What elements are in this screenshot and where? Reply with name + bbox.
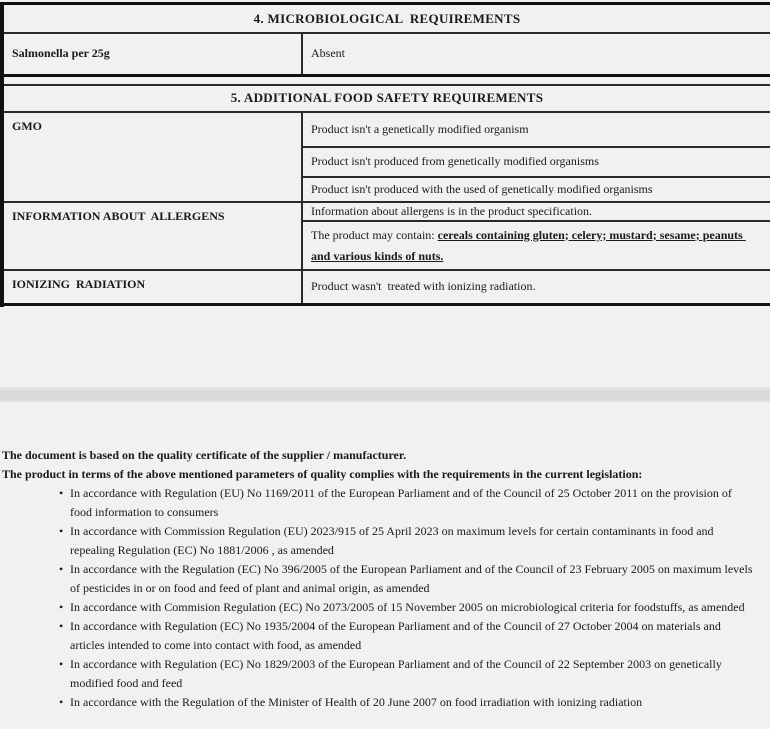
regulation-list (2, 484, 754, 712)
table-row (4, 34, 770, 75)
parameter-name-salmonella: Salmonella per 25g (4, 34, 302, 75)
footnote-line-2: The product in terms of the above mentioned parameters of quality complies with the requirements in the current legislation: (2, 467, 643, 481)
ionizing-statement: Product wasn't treated with ionizing radiation. (302, 270, 770, 305)
regulation-item-3: • In accordance with the Regulation (EC) No 396/2005 of the European Parliament and of the Council of 23 February 2005 on maximum levels of pesticides in or on food and feed of plant and animal origin, as amended (2, 560, 754, 598)
row-label-gmo: GMO (4, 113, 302, 202)
table-row (4, 202, 770, 221)
parameter-value-salmonella: Absent (311, 46, 345, 61)
quality-tables (4, 2, 770, 306)
allergens-statement-2-prefix: The product may contain: (311, 227, 438, 242)
regulation-item-1: • In accordance with Regulation (EU) No 1169/2011 of the European Parliament and of the Council of 25 October 2011 on the provision of food information to consumers (2, 484, 754, 522)
regulation-item-2: • In accordance with Commission Regulation (EU) 2023/915 of 25 April 2023 on maximum levels for certain contaminants in food and repealing Regulation (EC) No 1881/2006 , as amended (2, 522, 754, 560)
table-row (4, 270, 770, 305)
table-gap (4, 77, 770, 84)
gmo-statement-2: Product isn't produced from genetically modified organisms (302, 147, 770, 177)
section4-header: 4. MICROBIOLOGICAL REQUIREMENTS (4, 2, 770, 34)
row-label-ionizing-radiation: IONIZING RADIATION (4, 270, 302, 305)
regulation-item-7: • In accordance with the Regulation of the Minister of Health of 20 June 2007 on food irradiation with ionizing radiation (2, 693, 754, 712)
allergens-statement-2 (302, 221, 770, 270)
table-row (4, 113, 770, 147)
regulation-item-6: • In accordance with Regulation (EC) No 1829/2003 of the European Parliament and of the Council of 22 September 2003 on genetically modified food and feed (2, 655, 754, 693)
regulation-item-4: • In accordance with Commision Regulation (EC) No 2073/2005 of 15 November 2005 on microbiological criteria for foodstuffs, as amended (2, 598, 754, 617)
legal-footnotes (2, 446, 768, 712)
page-break-band (0, 387, 770, 402)
gmo-statement-3: Product isn't produced with the used of genetically modified organisms (302, 177, 770, 202)
microbiological-table (4, 34, 770, 77)
footnote-line-1: The document is based on the quality certificate of the supplier / manufacturer. (2, 448, 407, 462)
food-safety-table (4, 113, 770, 307)
gmo-statement-1: Product isn't a genetically modified organism (311, 121, 529, 136)
row-label-allergens: INFORMATION ABOUT ALLERGENS (4, 202, 302, 270)
section5-header: 5. ADDITIONAL FOOD SAFETY REQUIREMENTS (4, 84, 770, 113)
regulation-item-5: • In accordance with Regulation (EC) No 1935/2004 of the European Parliament and of the Council of 27 October 2004 on materials and articles intended to come into contact with food, as amended (2, 617, 754, 655)
allergens-statement-2-emphasis: cereals containing gluten; celery; mustard; sesame; peanuts and various kinds of nuts. (311, 227, 746, 263)
allergens-statement-1: Information about allergens is in the product specification. (302, 202, 770, 221)
